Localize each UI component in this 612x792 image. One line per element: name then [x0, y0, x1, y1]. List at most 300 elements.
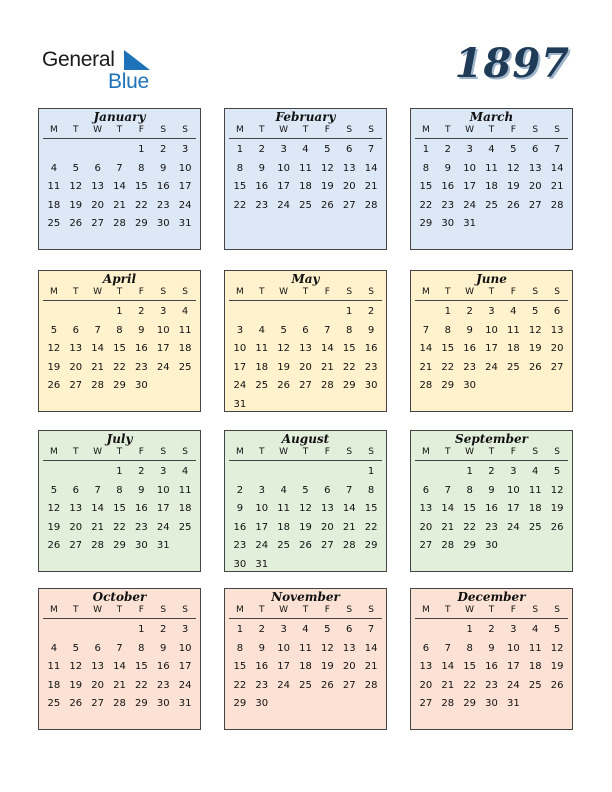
day-grid — [43, 621, 196, 714]
empty-cell — [273, 303, 295, 322]
day-grid — [229, 141, 382, 215]
day-cell: 5 — [324, 624, 331, 635]
day-grid — [43, 463, 196, 556]
month-march — [410, 108, 573, 250]
day-cell: 25 — [255, 380, 269, 391]
day-cell: 15 — [463, 503, 476, 514]
day-cell: 17 — [277, 661, 290, 672]
day-cell: 22 — [441, 361, 455, 373]
day-cell: 1 — [138, 144, 145, 155]
day-cell: 4 — [181, 466, 189, 477]
day-cell: 3 — [280, 624, 287, 635]
weekday-label: W — [279, 125, 289, 135]
month-june — [410, 270, 573, 412]
weekday-label: W — [465, 125, 475, 135]
day-cell: 9 — [236, 503, 244, 514]
day-cell: 20 — [299, 361, 312, 373]
day-cell: 20 — [419, 679, 433, 691]
month-name: September — [455, 432, 528, 446]
month-october — [38, 588, 201, 730]
day-cell: 4 — [50, 162, 58, 174]
empty-cell — [43, 303, 65, 322]
day-cell: 29 — [463, 698, 476, 709]
day-cell: 10 — [178, 642, 192, 654]
day-cell: 23 — [255, 199, 269, 211]
day-cell: 23 — [134, 361, 148, 373]
day-cell: 12 — [550, 642, 564, 654]
day-cell: 20 — [528, 181, 542, 192]
day-cell: 19 — [277, 361, 290, 373]
day-cell: 2 — [488, 466, 495, 477]
day-cell: 8 — [116, 324, 123, 336]
day-cell: 8 — [138, 162, 145, 174]
day-cell: 23 — [156, 199, 170, 211]
day-cell: 21 — [342, 521, 356, 533]
day-cell: 18 — [178, 343, 192, 354]
day-cell: 14 — [91, 503, 104, 514]
weekday-label: F — [510, 287, 516, 297]
day-cell: 21 — [320, 361, 334, 373]
weekday-label: T — [488, 125, 495, 135]
weekday-label: F — [510, 447, 516, 457]
day-cell: 24 — [277, 199, 290, 211]
empty-cell — [229, 303, 251, 322]
day-cell: 21 — [364, 181, 378, 192]
day-cell: 12 — [47, 343, 61, 354]
day-cell: 14 — [419, 343, 433, 354]
empty-cell — [251, 463, 273, 482]
day-cell: 23 — [485, 679, 498, 691]
month-name: July — [106, 432, 133, 446]
day-cell: 1 — [466, 624, 473, 635]
day-cell: 29 — [419, 218, 433, 229]
day-cell: 23 — [441, 199, 455, 211]
day-cell: 14 — [342, 503, 356, 514]
day-cell: 19 — [47, 361, 61, 373]
empty-cell — [65, 463, 87, 482]
weekday-header — [415, 446, 568, 461]
day-cell: 3 — [160, 466, 167, 477]
day-cell: 30 — [134, 540, 148, 551]
day-cell: 11 — [299, 162, 312, 174]
day-grid — [229, 463, 382, 574]
day-cell: 6 — [72, 324, 79, 336]
day-cell: 24 — [156, 521, 170, 533]
empty-cell — [229, 463, 251, 482]
day-cell: 10 — [506, 642, 520, 654]
month-july — [38, 430, 201, 572]
day-cell: 27 — [299, 380, 312, 391]
day-cell: 30 — [364, 380, 378, 391]
day-cell: 29 — [113, 540, 126, 551]
day-cell: 21 — [364, 661, 378, 672]
day-cell: 29 — [364, 540, 378, 551]
weekday-label: T — [488, 447, 495, 457]
logo-text-blue: Blue — [108, 70, 149, 93]
weekday-label: S — [532, 605, 539, 615]
day-cell: 17 — [156, 503, 170, 514]
day-cell: 20 — [69, 361, 83, 373]
day-cell: 20 — [91, 679, 104, 691]
day-cell: 19 — [506, 181, 520, 192]
day-cell: 6 — [346, 624, 353, 635]
day-grid — [415, 141, 568, 234]
weekday-label: W — [279, 605, 289, 615]
weekday-label: M — [422, 605, 430, 615]
day-cell: 24 — [277, 679, 290, 691]
day-cell: 5 — [553, 466, 561, 477]
day-cell: 4 — [532, 624, 539, 635]
empty-cell — [437, 463, 459, 482]
day-cell: 7 — [444, 642, 451, 654]
day-cell: 13 — [419, 503, 433, 514]
day-cell: 21 — [419, 361, 433, 373]
day-cell: 14 — [441, 503, 455, 514]
day-cell: 8 — [466, 642, 473, 654]
day-cell: 16 — [233, 521, 247, 533]
day-cell: 2 — [367, 306, 375, 317]
day-cell: 10 — [156, 324, 170, 336]
weekday-label: M — [236, 605, 244, 615]
weekday-label: W — [279, 447, 289, 457]
weekday-label: W — [93, 287, 103, 297]
day-cell: 26 — [506, 199, 520, 211]
weekday-label: S — [532, 447, 539, 457]
weekday-header — [415, 124, 568, 139]
day-cell: 5 — [72, 642, 79, 654]
day-cell: 2 — [444, 144, 451, 155]
day-cell: 14 — [364, 642, 378, 654]
day-cell: 21 — [91, 521, 104, 533]
day-cell: 19 — [69, 679, 83, 691]
day-cell: 17 — [178, 661, 192, 672]
day-cell: 28 — [550, 199, 564, 211]
day-cell: 12 — [69, 661, 83, 672]
weekday-label: M — [422, 287, 430, 297]
day-cell: 10 — [485, 324, 498, 336]
day-cell: 16 — [156, 181, 170, 192]
day-cell: 2 — [236, 484, 244, 496]
day-cell: 9 — [488, 642, 495, 654]
day-cell: 1 — [444, 306, 451, 317]
weekday-label: M — [236, 125, 244, 135]
day-cell: 14 — [550, 162, 564, 174]
empty-cell — [87, 141, 109, 160]
day-cell: 8 — [422, 162, 430, 174]
month-name: March — [469, 110, 514, 124]
day-cell: 5 — [532, 306, 539, 317]
weekday-label: S — [182, 605, 188, 615]
day-cell: 9 — [258, 642, 265, 654]
day-cell: 14 — [320, 343, 334, 354]
day-cell: 22 — [233, 199, 247, 211]
day-cell: 22 — [419, 199, 433, 211]
empty-cell — [316, 303, 338, 322]
day-cell: 30 — [441, 218, 455, 229]
weekday-label: M — [236, 447, 244, 457]
day-cell: 17 — [277, 181, 290, 192]
month-name: June — [476, 272, 507, 286]
day-cell: 11 — [47, 181, 61, 192]
day-cell: 3 — [160, 306, 167, 317]
day-cell: 14 — [441, 661, 455, 672]
day-cell: 15 — [134, 661, 148, 672]
day-cell: 28 — [342, 540, 356, 551]
month-name: December — [457, 590, 526, 604]
empty-cell — [87, 463, 109, 482]
day-cell: 6 — [72, 484, 79, 496]
month-september — [410, 430, 573, 572]
day-cell: 30 — [134, 380, 148, 391]
day-cell: 1 — [116, 306, 123, 317]
day-cell: 22 — [113, 521, 126, 533]
day-cell: 10 — [506, 484, 520, 496]
day-cell: 19 — [69, 199, 83, 211]
day-cell: 9 — [466, 324, 473, 336]
day-cell: 20 — [550, 343, 564, 354]
day-cell: 13 — [419, 661, 433, 672]
day-cell: 11 — [528, 642, 542, 654]
weekday-label: T — [73, 447, 79, 457]
day-cell: 12 — [299, 503, 312, 514]
day-cell: 31 — [255, 558, 269, 570]
weekday-label: T — [445, 447, 451, 457]
day-cell: 27 — [419, 698, 433, 709]
empty-cell — [65, 303, 87, 322]
day-cell: 11 — [255, 343, 269, 354]
day-cell: 11 — [277, 503, 290, 514]
day-cell: 28 — [320, 380, 334, 391]
day-cell: 1 — [236, 624, 244, 635]
day-cell: 6 — [422, 642, 430, 654]
day-cell: 22 — [134, 679, 148, 691]
day-cell: 10 — [277, 642, 290, 654]
month-february — [224, 108, 387, 250]
empty-cell — [109, 141, 131, 160]
weekday-label: S — [532, 125, 539, 135]
month-name: August — [281, 432, 330, 446]
day-cell: 17 — [156, 343, 170, 354]
weekday-header — [415, 604, 568, 619]
weekday-header — [415, 286, 568, 301]
day-cell: 30 — [255, 698, 269, 709]
day-cell: 9 — [367, 324, 375, 336]
day-cell: 2 — [466, 306, 473, 317]
day-cell: 19 — [299, 521, 312, 533]
empty-cell — [87, 303, 109, 322]
day-cell: 24 — [178, 199, 192, 211]
weekday-label: T — [116, 287, 123, 297]
day-cell: 27 — [342, 199, 356, 211]
day-cell: 18 — [299, 661, 312, 672]
day-cell: 2 — [258, 624, 265, 635]
day-cell: 12 — [69, 181, 83, 192]
weekday-label: T — [259, 605, 265, 615]
day-grid — [229, 303, 382, 414]
day-cell: 25 — [506, 361, 520, 373]
day-cell: 4 — [532, 466, 539, 477]
day-cell: 6 — [94, 642, 101, 654]
day-cell: 8 — [367, 484, 375, 496]
weekday-header — [43, 446, 196, 461]
weekday-label: S — [160, 605, 167, 615]
day-cell: 3 — [466, 144, 473, 155]
day-cell: 21 — [550, 181, 564, 192]
day-cell: 27 — [419, 540, 433, 551]
day-cell: 22 — [364, 521, 378, 533]
day-cell: 26 — [47, 540, 61, 551]
day-cell: 21 — [91, 361, 104, 373]
day-cell: 16 — [485, 503, 498, 514]
day-cell: 30 — [156, 698, 170, 709]
weekday-label: S — [346, 447, 353, 457]
day-cell: 3 — [510, 624, 517, 635]
month-name: January — [93, 110, 146, 124]
day-cell: 6 — [553, 306, 561, 317]
day-cell: 28 — [91, 380, 104, 391]
month-august — [224, 430, 387, 572]
day-cell: 17 — [233, 361, 247, 373]
day-cell: 4 — [181, 306, 189, 317]
day-cell: 5 — [553, 624, 561, 635]
day-cell: 24 — [178, 679, 192, 691]
day-cell: 12 — [506, 162, 520, 174]
empty-cell — [87, 621, 109, 640]
day-cell: 11 — [299, 642, 312, 654]
day-cell: 18 — [277, 521, 290, 533]
day-cell: 3 — [181, 144, 189, 155]
day-cell: 23 — [463, 361, 476, 373]
day-cell: 10 — [178, 162, 192, 174]
day-cell: 13 — [91, 181, 104, 192]
day-cell: 28 — [441, 540, 455, 551]
day-cell: 23 — [156, 679, 170, 691]
day-cell: 27 — [91, 698, 104, 709]
day-cell: 29 — [463, 540, 476, 551]
day-cell: 4 — [50, 642, 58, 654]
weekday-label: W — [93, 605, 103, 615]
empty-cell — [295, 303, 317, 322]
weekday-label: M — [50, 125, 58, 135]
day-cell: 8 — [346, 324, 353, 336]
day-cell: 15 — [233, 661, 247, 672]
weekday-label: T — [73, 605, 79, 615]
weekday-label: S — [554, 287, 560, 297]
day-cell: 6 — [422, 484, 430, 496]
day-cell: 9 — [258, 162, 265, 174]
day-cell: 16 — [255, 661, 269, 672]
weekday-label: S — [554, 447, 560, 457]
day-cell: 21 — [113, 679, 126, 691]
day-cell: 26 — [69, 698, 83, 709]
weekday-label: M — [50, 287, 58, 297]
day-cell: 4 — [302, 144, 309, 155]
day-cell: 15 — [463, 661, 476, 672]
weekday-label: T — [116, 125, 123, 135]
day-cell: 6 — [324, 484, 331, 496]
day-cell: 29 — [342, 380, 356, 391]
weekday-label: T — [445, 287, 451, 297]
weekday-label: S — [368, 447, 374, 457]
day-cell: 2 — [258, 144, 265, 155]
day-cell: 30 — [233, 558, 247, 570]
day-cell: 27 — [91, 218, 104, 229]
weekday-label: M — [236, 287, 244, 297]
day-cell: 29 — [134, 218, 148, 229]
day-cell: 16 — [134, 503, 148, 514]
day-cell: 26 — [47, 380, 61, 391]
weekday-label: S — [182, 287, 188, 297]
month-name: April — [102, 272, 137, 286]
weekday-label: T — [302, 125, 309, 135]
day-cell: 7 — [324, 324, 331, 336]
day-cell: 14 — [113, 661, 126, 672]
weekday-label: T — [445, 605, 451, 615]
weekday-label: S — [160, 125, 167, 135]
weekday-label: S — [368, 125, 374, 135]
day-cell: 18 — [255, 361, 269, 373]
day-grid — [43, 141, 196, 234]
day-cell: 27 — [69, 380, 83, 391]
day-cell: 18 — [485, 181, 498, 192]
weekday-label: T — [488, 287, 495, 297]
day-cell: 11 — [506, 324, 520, 336]
empty-cell — [415, 463, 437, 482]
weekday-label: F — [324, 605, 330, 615]
day-cell: 26 — [277, 380, 290, 391]
day-cell: 29 — [113, 380, 126, 391]
day-cell: 5 — [510, 144, 517, 155]
day-cell: 6 — [532, 144, 539, 155]
weekday-label: F — [324, 125, 330, 135]
day-cell: 8 — [236, 642, 244, 654]
weekday-label: T — [259, 287, 265, 297]
weekday-header — [43, 124, 196, 139]
day-cell: 17 — [506, 503, 520, 514]
day-cell: 30 — [485, 698, 498, 709]
day-cell: 3 — [236, 324, 244, 336]
empty-cell — [316, 463, 338, 482]
day-cell: 19 — [320, 181, 334, 192]
day-cell: 20 — [419, 521, 433, 533]
day-cell: 28 — [364, 199, 378, 211]
day-cell: 25 — [485, 199, 498, 211]
month-april — [38, 270, 201, 412]
day-cell: 23 — [233, 540, 247, 551]
weekday-header — [43, 286, 196, 301]
day-cell: 4 — [258, 324, 265, 336]
weekday-label: S — [554, 605, 560, 615]
day-cell: 26 — [320, 679, 334, 691]
day-cell: 13 — [299, 343, 312, 354]
day-cell: 25 — [299, 679, 312, 691]
weekday-label: M — [422, 125, 430, 135]
weekday-label: M — [50, 605, 58, 615]
day-grid — [43, 303, 196, 396]
day-cell: 22 — [463, 521, 476, 533]
month-name: October — [92, 590, 147, 604]
day-cell: 7 — [553, 144, 561, 155]
weekday-label: W — [93, 125, 103, 135]
day-cell: 22 — [134, 199, 148, 211]
day-cell: 25 — [178, 361, 192, 373]
day-cell: 18 — [47, 679, 61, 691]
day-cell: 23 — [134, 521, 148, 533]
day-cell: 31 — [506, 698, 520, 709]
day-cell: 3 — [488, 306, 495, 317]
day-cell: 21 — [113, 199, 126, 211]
day-cell: 1 — [116, 466, 123, 477]
